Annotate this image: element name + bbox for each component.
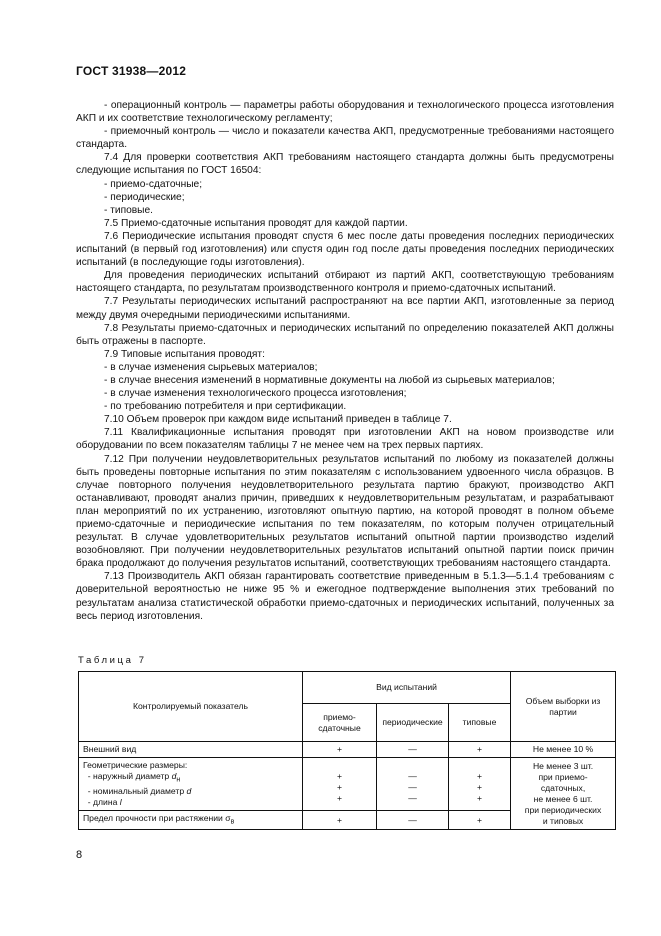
mark: +: [477, 793, 483, 803]
paragraph: 7.7 Результаты периодических испытаний распространяют на все партии АКП, изготовленные за период между двумя очередными периодическими испытаниями.: [76, 296, 614, 321]
length-label: - длина: [87, 796, 118, 807]
paragraph: - операционный контроль — параметры работы оборудования и технологического процесса изготовления АКП и их соответствие технологическому регламенту;: [76, 100, 614, 125]
paragraph: - периодические;: [104, 191, 185, 203]
sample-line: при периодических: [524, 804, 602, 815]
page-header-title: ГОСТ 31938—2012: [76, 64, 187, 78]
mark: —: [408, 782, 417, 792]
body-text: [76, 99, 614, 623]
paragraph: 7.6 Периодические испытания проводят спустя 6 мес после даты проведения последних периодических испытаний (в первый год изготовления) или спустя один год после даты проведения последних периодических испытаний (в последующие годы изготовления).: [76, 230, 614, 269]
cell-type-tests: +: [449, 810, 511, 830]
paragraph: - по требованию потребителя и при сертификации.: [104, 401, 347, 413]
strength-symbol: σ: [225, 812, 231, 823]
table-row: [79, 758, 616, 811]
cell-type-tests: [449, 758, 511, 811]
outer-diameter-symbol: d: [171, 771, 177, 781]
cell-periodic: —: [377, 742, 449, 758]
cell-type-tests: +: [449, 742, 511, 758]
mark: +: [336, 782, 343, 792]
sample-line: при приемо-: [538, 771, 588, 782]
geometry-title: Геометрические размеры:: [83, 760, 188, 770]
paragraph: - типовые.: [104, 204, 153, 216]
outer-diameter-label: - наружный диаметр: [87, 771, 170, 781]
header-periodic: периодические: [377, 704, 449, 742]
cell-indicator: Внешний вид: [79, 742, 303, 758]
nominal-diameter-label: - номинальный диаметр: [87, 785, 185, 796]
mark: —: [408, 771, 417, 781]
sample-line: Не менее 3 шт.: [532, 760, 594, 771]
cell-indicator: [79, 810, 303, 830]
mark: +: [336, 793, 343, 803]
mark: —: [408, 793, 417, 803]
strength-label: Предел прочности при растяжении: [83, 812, 223, 823]
header-sample-size: [511, 672, 616, 742]
paragraph: - приемочный контроль — число и показатели качества АКП, предусмотренные требованиями настоящего стандарта.: [76, 126, 614, 151]
cell-acceptance: +: [303, 810, 377, 830]
sample-line: и типовых: [542, 815, 584, 826]
mark: +: [336, 771, 343, 781]
outer-diameter-subscript: н: [176, 776, 181, 784]
nominal-diameter-symbol: d: [186, 785, 192, 796]
header-test-type: Вид испытаний: [303, 672, 511, 704]
cell-sample: [511, 758, 616, 830]
table-row: [79, 742, 616, 758]
header-sample-line: Объем выборки из: [525, 695, 601, 706]
cell-periodic: —: [377, 810, 449, 830]
mark: +: [477, 782, 483, 792]
paragraph: Для проведения периодических испытаний отбирают из партий АКП, соответствующую требованиям настоящего стандарта, по результатам производственного контроля и приемо-сдаточных испытаний.: [76, 270, 614, 295]
cell-sample: Не менее 10 %: [511, 742, 616, 758]
page-number: 8: [76, 849, 83, 861]
sample-line: не менее 6 шт.: [533, 793, 593, 804]
header-acceptance: [303, 704, 377, 742]
cell-periodic: [377, 758, 449, 811]
paragraph: - в случае изменения сырьевых материалов;: [104, 361, 318, 373]
paragraph: 7.10 Объем проверок при каждом виде испытаний приведен в таблице 7.: [104, 414, 452, 426]
table-7: [78, 671, 616, 830]
cell-acceptance: [303, 758, 377, 811]
paragraph: 7.9 Типовые испытания проводят:: [104, 348, 265, 360]
paragraph: 7.13 Производитель АКП обязан гарантировать соответствие приведенным в 5.1.3—5.1.4 требованиям с доверительной вероятностью не ниже 95 % и ежегодное подтверждение выполнения этих требований по результатам анализа статистической обработки приемо-сдаточных и периодических испытаний, полученных за весь период изготовления.: [76, 571, 614, 622]
mark: +: [477, 771, 483, 781]
paragraph: 7.4 Для проверки соответствия АКП требованиям настоящего стандарта должны быть предусмотрены следующие испытания по ГОСТ 16504:: [76, 152, 614, 177]
paragraph: 7.5 Приемо-сдаточные испытания проводят для каждой партии.: [104, 217, 408, 229]
paragraph: 7.12 При получении неудовлетворительных результатов испытаний по любому из показателей должны быть проведены повторные испытания по этим показателям с использованием удвоенного числа образцов. В случае повторного получения неудовлетворительного результата партию бракуют, производство АКП останавливают, проводят анализ причин, приведших к неудовлетворительным результатам, и разрабатывают план мероприятий по их устранению, изготовляют опытную партию, на которой проводят в полном объеме приемо-сдаточные и периодические испытания по тем показателям, по которым получен отрицательный результат. В случае удовлетворительных результатов испытаний опытной партии производство изделий возобновляют. При получении неудовлетворительных результатов испытаний опытной партии поиск причин брака продолжают до получения результатов испытаний, соответствующих требованиям настоящего стандарта.: [76, 453, 614, 570]
cell-acceptance: +: [303, 742, 377, 758]
cell-indicator: [79, 758, 303, 811]
length-symbol: l: [119, 796, 122, 807]
paragraph: - в случае внесения изменений в нормативные документы на любой из сырьевых материалов;: [104, 374, 555, 386]
strength-subscript: в: [230, 818, 235, 826]
header-type-tests: типовые: [449, 704, 511, 742]
paragraph: 7.8 Результаты приемо-сдаточных и периодических испытаний по определению показателей АКП должны быть отражены в паспорте.: [76, 322, 614, 347]
paragraph: - приемо-сдаточные;: [104, 178, 203, 190]
paragraph: - в случае изменения технологического процесса изготовления;: [104, 388, 407, 400]
header-acceptance-line: приемо-: [323, 711, 356, 722]
header-acceptance-line: сдаточные: [318, 722, 361, 733]
sample-line: сдаточных,: [540, 782, 586, 793]
header-sample-line: партии: [549, 706, 577, 717]
header-indicator: Контролируемый показатель: [79, 672, 303, 742]
paragraph: 7.11 Квалификационные испытания проводят при изготовлении АКП на новом производстве или оборудовании по всем показателям таблицы 7 не менее чем на трех первых партиях.: [76, 427, 614, 452]
table-caption: Таблица 7: [78, 655, 147, 666]
